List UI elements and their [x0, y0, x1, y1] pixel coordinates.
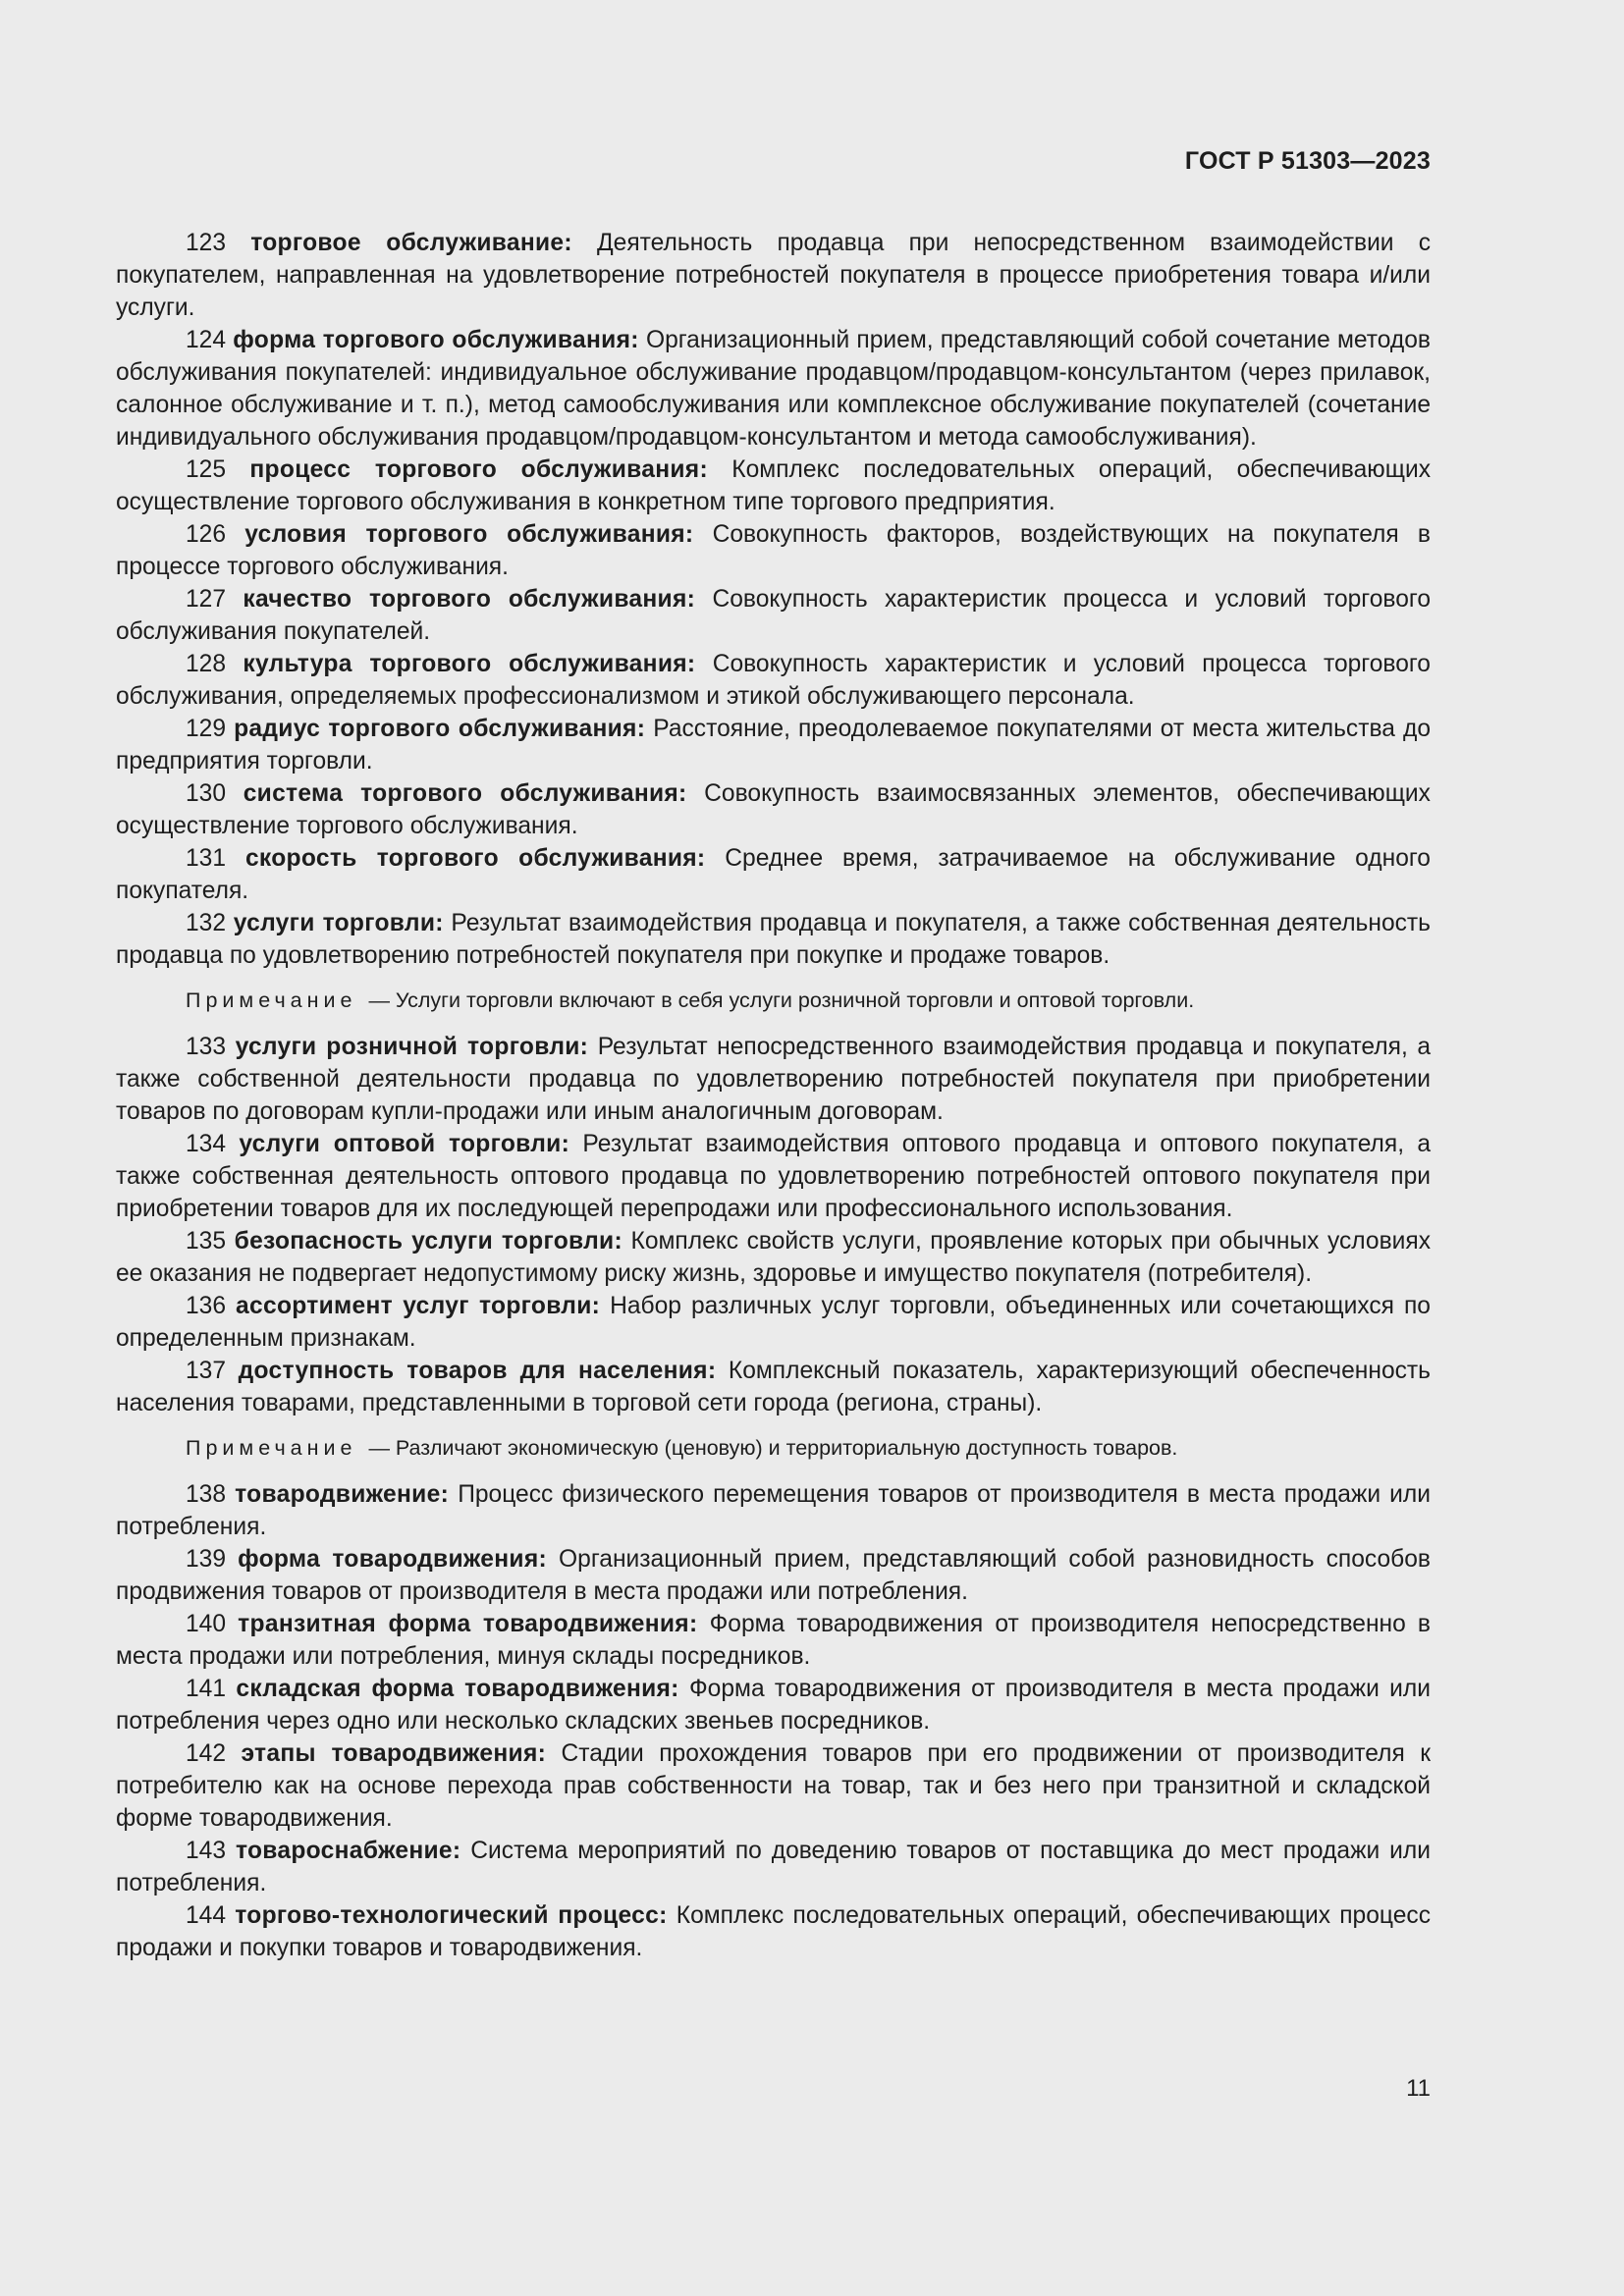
entry-number: 133 [186, 1034, 227, 1060]
entry-number: 144 [186, 1902, 227, 1929]
term-entry [116, 1608, 1431, 1673]
entry-term: скорость торгового обслуживания: [244, 845, 706, 872]
note-text: — Различают экономическую (ценовую) и территориальную доступность товаров. [368, 1436, 1178, 1460]
entry-definition: Деятельность продавца при непосредственном взаимодействии с покупателем, направленная на удовлетворение потребностей покупателя в процессе приобретения товара и/или услуги. [116, 230, 1431, 321]
entry-definition: Совокупность взаимосвязанных элементов, обеспечивающих осуществление торгового обслуживания. [116, 780, 1431, 839]
entry-definition: Процесс физического перемещения товаров от производителя в места продажи или потребления. [116, 1481, 1431, 1540]
entry-term: качество торгового обслуживания: [243, 586, 696, 613]
entry-definition: Результат взаимодействия оптового продавца и оптового покупателя, а также собственная деятельность оптового продавца по удовлетворению потребностей оптового покупателя при приобретении товаров для их последующей перепродажи или профессионального использования. [116, 1131, 1431, 1222]
entry-term: транзитная форма товародвижения: [238, 1611, 698, 1637]
entry-definition: Комплекс последовательных операций, обеспечивающих процесс продажи и покупки товаров и товародвижения. [116, 1902, 1431, 1961]
entry-definition: Организационный прием, представляющий собой сочетание методов обслуживания покупателей: индивидуальное обслуживание продавцом/продавцом-консультантом (через прилавок, салонное обслуживание и т. п.), метод самообслуживания или комплексное обслуживание покупателей (сочетание индивидуального обслуживания продавцом/продавцом-консультантом и метода самообслуживания). [116, 327, 1431, 451]
term-entry [116, 713, 1431, 777]
entry-number: 134 [186, 1131, 227, 1157]
entry-number: 139 [186, 1546, 227, 1573]
entry-term: торгово-технологический процесс: [235, 1902, 668, 1929]
term-entry [116, 1355, 1431, 1419]
term-entry [116, 583, 1431, 648]
entry-number: 142 [186, 1740, 227, 1767]
entry-definition: Расстояние, преодолеваемое покупателями от места жительства до предприятия торговли. [116, 716, 1431, 774]
entry-number: 130 [186, 780, 227, 807]
entry-number: 135 [186, 1228, 227, 1255]
entry-definition: Комплексный показатель, характеризующий обеспеченность населения товарами, представленными в торговой сети города (региона, страны). [116, 1358, 1431, 1416]
entry-term: условия торгового обслуживания: [244, 521, 694, 548]
term-entry [116, 454, 1431, 518]
entry-term: складская форма товародвижения: [236, 1676, 679, 1702]
term-entry [116, 1737, 1431, 1835]
entry-term: безопасность услуги торговли: [234, 1228, 623, 1255]
entry-number: 128 [186, 651, 227, 677]
entry-term: система торгового обслуживания: [243, 780, 687, 807]
term-entry [116, 1478, 1431, 1543]
entry-definition: Совокупность характеристик процесса и условий торгового обслуживания покупателей. [116, 586, 1431, 645]
entry-number: 137 [186, 1358, 227, 1384]
entry-definition: Организационный прием, представляющий собой разновидность способов продвижения товаров от производителя в места продажи или потребления. [116, 1546, 1431, 1605]
entry-definition: Результат взаимодействия продавца и покупателя, а также собственная деятельность продавца по удовлетворению потребностей покупателя при покупке и продаже товаров. [116, 910, 1431, 969]
entry-term: услуги розничной торговли: [235, 1034, 589, 1060]
entry-number: 140 [186, 1611, 227, 1637]
note-text: — Услуги торговли включают в себя услуги розничной торговли и оптовой торговли. [368, 988, 1195, 1012]
entry-term: услуги торговли: [233, 910, 444, 936]
entry-definition: Результат непосредственного взаимодействия продавца и покупателя, а также собственной деятельности продавца по удовлетворению потребностей покупателя при приобретении товаров по договорам купли-продажи или иным аналогичным договорам. [116, 1034, 1431, 1125]
note-label: Примечание [186, 1436, 357, 1460]
term-entry [116, 648, 1431, 713]
entry-number: 124 [186, 327, 227, 353]
entry-term: радиус торгового обслуживания: [234, 716, 646, 742]
term-entry [116, 1673, 1431, 1737]
entry-definition: Форма товародвижения от производителя в места продажи или потребления через одно или несколько складских звеньев посредников. [116, 1676, 1431, 1735]
note [116, 986, 1431, 1015]
term-entry [116, 777, 1431, 842]
entry-definition: Набор различных услуг торговли, объединенных или сочетающихся по определенным признакам. [116, 1293, 1431, 1352]
entry-term: доступность товаров для населения: [238, 1358, 717, 1384]
term-entry [116, 1128, 1431, 1225]
term-entry [116, 1543, 1431, 1608]
entry-term: услуги оптовой торговли: [239, 1131, 570, 1157]
entry-number: 143 [186, 1838, 227, 1864]
term-entry [116, 1031, 1431, 1128]
standard-designation: ГОСТ Р 51303—2023 [1184, 147, 1431, 175]
entry-term: ассортимент услуг торговли: [236, 1293, 601, 1319]
note-label: Примечание [186, 988, 357, 1012]
entry-definition: Совокупность факторов, воздействующих на покупателя в процессе торгового обслуживания. [116, 521, 1431, 580]
entry-number: 125 [186, 456, 227, 483]
entry-definition: Среднее время, затрачиваемое на обслуживание одного покупателя. [116, 845, 1431, 904]
entry-number: 127 [186, 586, 227, 613]
entry-number: 132 [186, 910, 227, 936]
entry-term: форма товародвижения: [238, 1546, 547, 1573]
term-entry [116, 907, 1431, 972]
entry-number: 131 [186, 845, 227, 872]
term-entry [116, 324, 1431, 454]
entry-definition: Система мероприятий по доведению товаров от поставщика до мест продажи или потребления. [116, 1838, 1431, 1896]
entry-number: 129 [186, 716, 227, 742]
term-entry [116, 227, 1431, 324]
note [116, 1433, 1431, 1463]
term-entry [116, 1225, 1431, 1290]
entry-definition: Совокупность характеристик и условий процесса торгового обслуживания, определяемых профессионализмом и этикой обслуживающего персонала. [116, 651, 1431, 710]
term-entry [116, 1899, 1431, 1964]
entry-definition: Форма товародвижения от производителя непосредственно в места продажи или потребления, минуя склады посредников. [116, 1611, 1431, 1670]
entry-number: 136 [186, 1293, 227, 1319]
term-entry [116, 1835, 1431, 1899]
term-entry [116, 518, 1431, 583]
entry-number: 138 [186, 1481, 227, 1508]
entry-term: торговое обслуживание: [250, 230, 572, 256]
entry-number: 123 [186, 230, 227, 256]
entry-term: культура торгового обслуживания: [243, 651, 696, 677]
entry-term: товародвижение: [235, 1481, 450, 1508]
entry-term: товароснабжение: [235, 1838, 461, 1864]
entry-definition: Комплекс последовательных операций, обеспечивающих осуществление торгового обслуживания в конкретном типе торгового предприятия. [116, 456, 1431, 515]
entry-definition: Комплекс свойств услуги, проявление которых при обычных условиях ее оказания не подвергает недопустимому риску жизнь, здоровье и имущество покупателя (потребителя). [116, 1228, 1431, 1287]
entry-term: форма торгового обслуживания: [233, 327, 639, 353]
entry-term: этапы товародвижения: [241, 1740, 547, 1767]
document-body [116, 227, 1431, 1964]
term-entry [116, 842, 1431, 907]
entry-number: 126 [186, 521, 227, 548]
entry-term: процесс торгового обслуживания: [249, 456, 708, 483]
term-entry [116, 1290, 1431, 1355]
entry-number: 141 [186, 1676, 227, 1702]
entry-definition: Стадии прохождения товаров при его продвижении от производителя к потребителю как на основе перехода прав собственности на товар, так и без него при транзитной и складской форме товародвижения. [116, 1740, 1431, 1832]
page-number: 11 [1406, 2075, 1431, 2102]
